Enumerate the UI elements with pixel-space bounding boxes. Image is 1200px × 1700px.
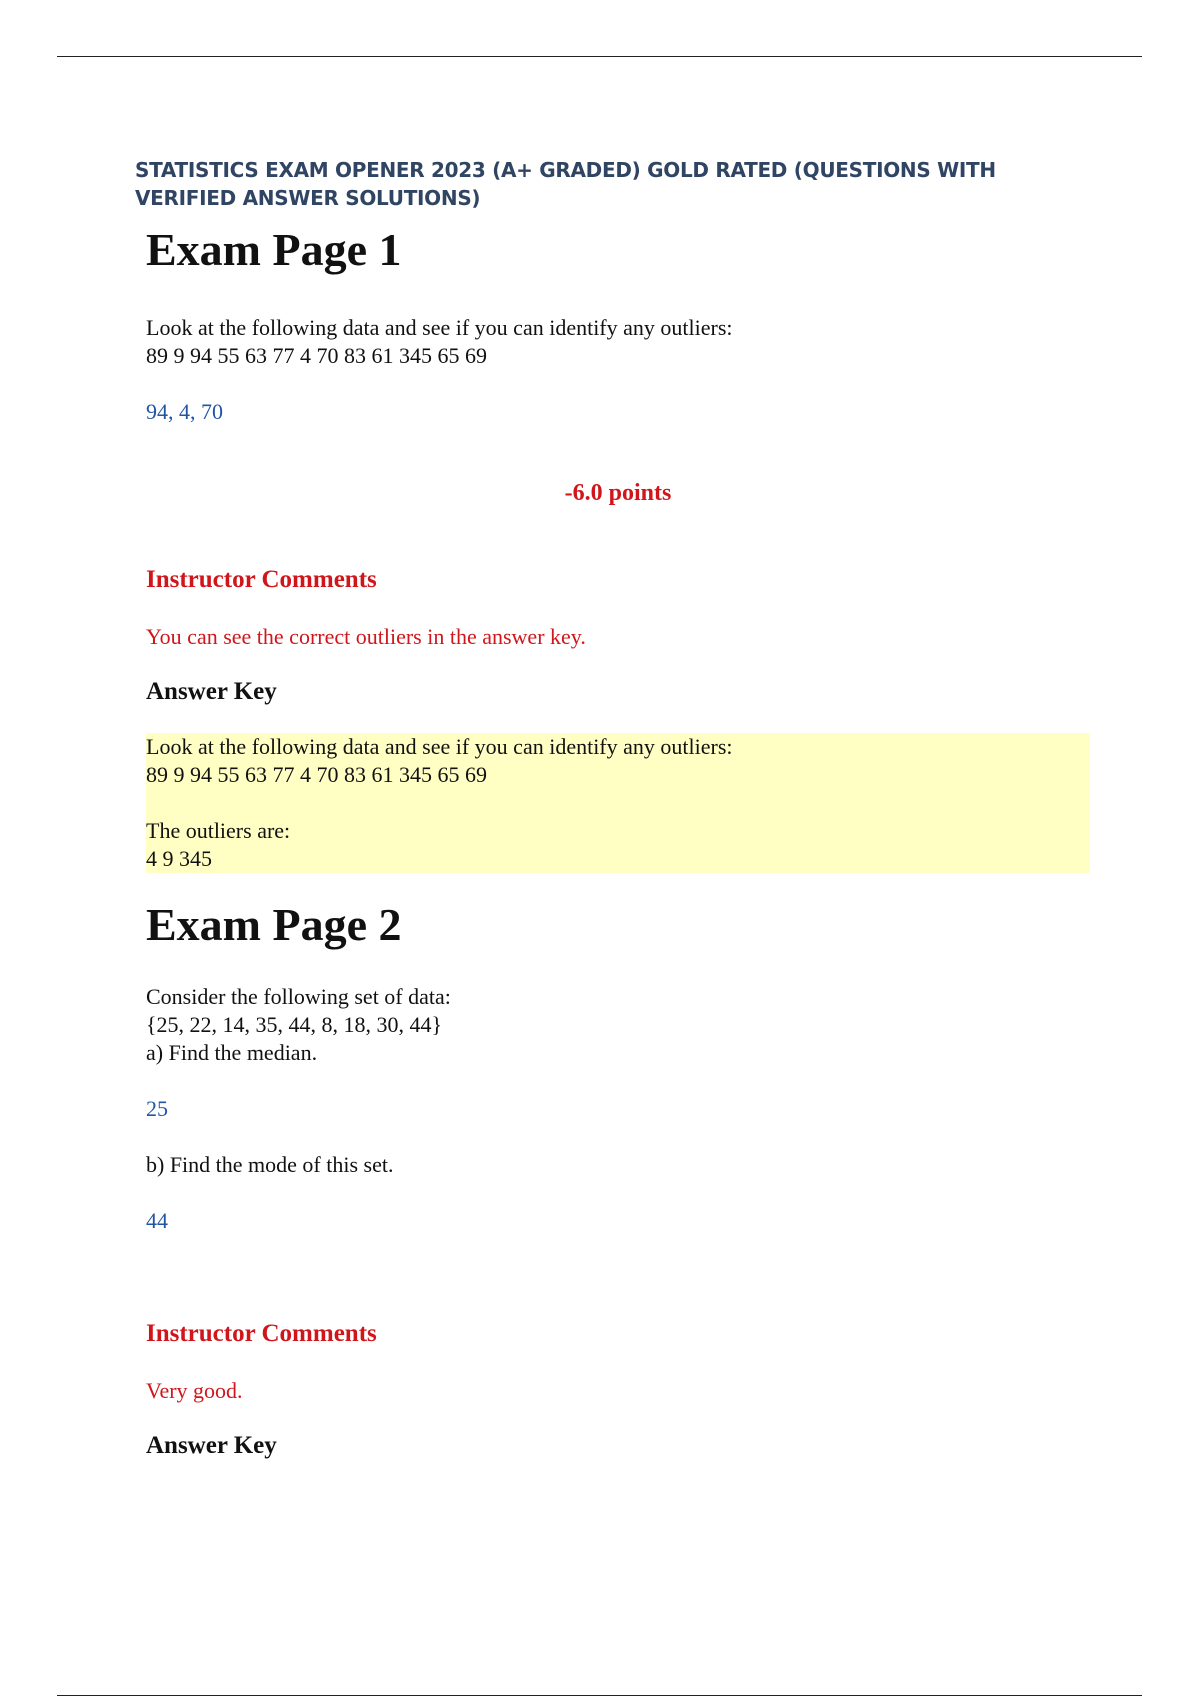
instructor-comment: Very good.	[146, 1378, 243, 1403]
question-part-a: a) Find the median.	[146, 1040, 318, 1065]
exam-page-1-heading: Exam Page 1	[146, 224, 402, 275]
question-data: 89 9 94 55 63 77 4 70 83 61 345 65 69	[146, 343, 487, 368]
instructor-comments-heading: Instructor Comments	[146, 566, 377, 593]
question-text: Look at the following data and see if you can identify any outliers:	[146, 315, 733, 340]
student-answer-b: 44	[146, 1208, 168, 1233]
question-part-b: b) Find the mode of this set.	[146, 1152, 394, 1177]
exam-content	[146, 222, 1090, 1461]
points-deduction: -6.0 points	[564, 480, 672, 506]
exam-page-2-question	[146, 983, 1090, 1067]
answer-key-solution: 4 9 345	[146, 846, 212, 871]
instructor-comment: You can see the correct outliers in the answer key.	[146, 624, 586, 649]
answer-key-label: The outliers are:	[146, 818, 291, 843]
question-text: Consider the following set of data:	[146, 984, 451, 1009]
exam-page-2	[146, 897, 1090, 1461]
answer-key-heading: Answer Key	[146, 678, 277, 705]
answer-key-data: 89 9 94 55 63 77 4 70 83 61 345 65 69	[146, 762, 487, 787]
answer-key-heading: Answer Key	[146, 1432, 277, 1459]
instructor-comments-heading: Instructor Comments	[146, 1320, 377, 1347]
exam-page-1	[146, 222, 1090, 873]
question-data: {25, 22, 14, 35, 44, 8, 18, 30, 44}	[146, 1012, 443, 1037]
exam-page-1-question	[146, 314, 1090, 370]
student-answer: 94, 4, 70	[146, 399, 223, 424]
answer-key-question: Look at the following data and see if you can identify any outliers:	[146, 734, 733, 759]
student-answer-a: 25	[146, 1096, 168, 1121]
top-rule	[57, 56, 1142, 57]
exam-page-2-heading: Exam Page 2	[146, 899, 402, 950]
answer-key-box	[146, 733, 1090, 873]
document-title: STATISTICS EXAM OPENER 2023 (A+ GRADED) GOLD RATED (QUESTIONS WITH VERIFIED ANSWER SOLUTIONS)	[135, 158, 996, 210]
bottom-rule	[57, 1695, 1142, 1696]
